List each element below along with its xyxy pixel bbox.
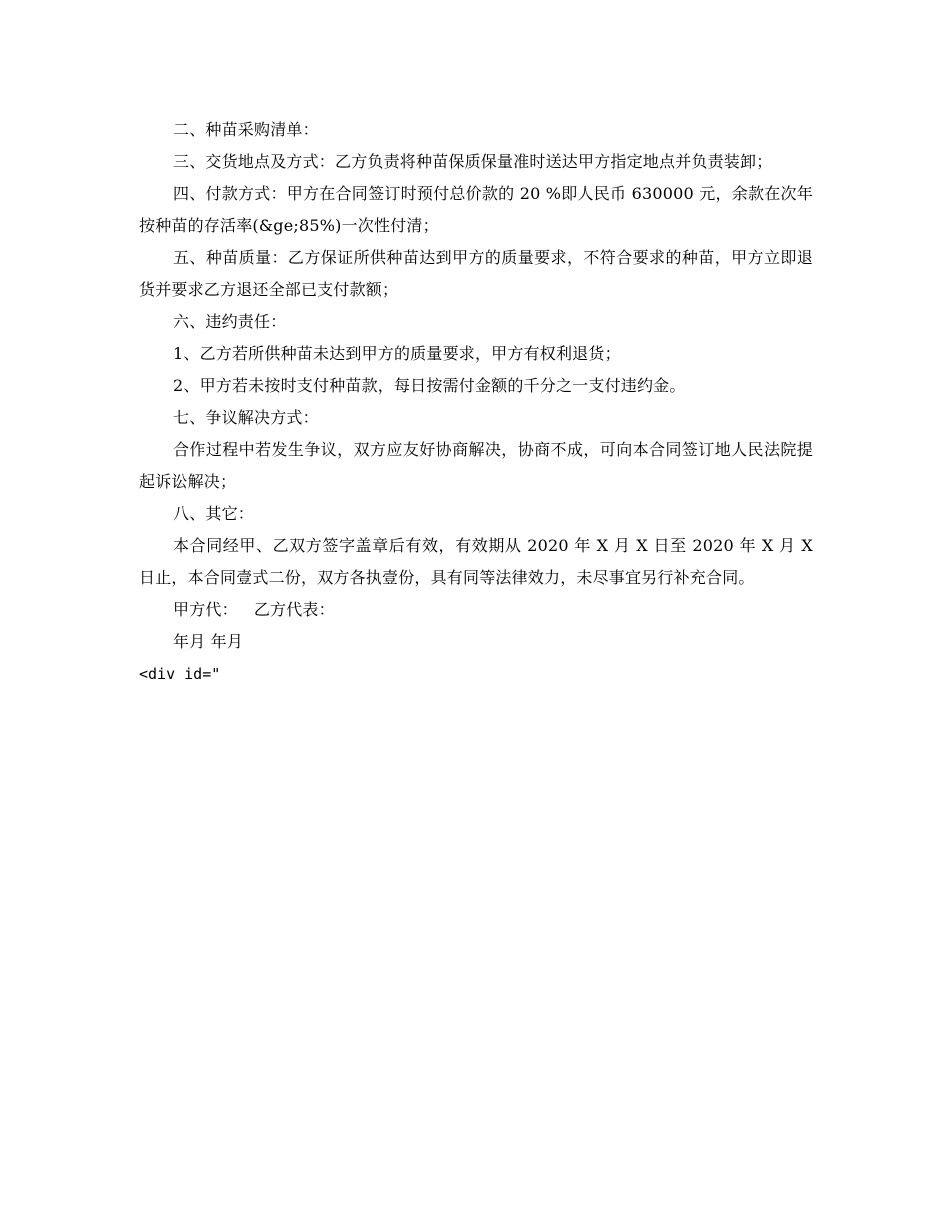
section-other-heading: 八、其它： [173, 504, 255, 523]
section-delivery-clause: 三、交货地点及方式：乙方负责将种苗保质保量准时送达甲方指定地点并负责装卸； [173, 152, 773, 171]
section-dispute-heading: 七、争议解决方式： [173, 408, 319, 427]
section-breach-heading: 六、违约责任： [173, 312, 287, 331]
section-seedling-list-heading: 二、种苗采购清单： [173, 120, 319, 139]
dispute-clause: 合作过程中若发生争议，双方应友好协商解决，协商不成，可向本合同签订地人民法院提起诉讼解决； [139, 440, 813, 491]
breach-item-1: 1、乙方若所供种苗未达到甲方的质量要求，甲方有权利退货； [173, 344, 621, 363]
party-a-signature-label: 甲方代： [173, 600, 238, 619]
signature-line [139, 594, 813, 626]
trailing-code-fragment: <div id=" [139, 665, 221, 683]
section-quality-clause: 五、种苗质量：乙方保证所供种苗达到甲方的质量要求，不符合要求的种苗，甲方立即退货并要求乙方退还全部已支付款额； [139, 248, 813, 299]
breach-item-2: 2、甲方若未按时支付种苗款，每日按需付金额的千分之一支付违约金。 [173, 376, 686, 395]
section-payment-clause: 四、付款方式：甲方在合同签订时预付总价款的 20 %即人民币 630000 元，余款在次年按种苗的存活率(&ge;85%)一次性付清； [139, 184, 813, 235]
date-line: 年月 年月 [173, 632, 244, 651]
validity-clause: 本合同经甲、乙双方签字盖章后有效，有效期从 2020 年 X 月 X 日至 2020 年 X 月 X 日止，本合同壹式二份，双方各执壹份，具有同等法律效力，未尽事宜另行补充合同。 [139, 536, 813, 587]
contract-body [139, 114, 813, 690]
party-b-signature-label: 乙方代表： [253, 600, 335, 619]
